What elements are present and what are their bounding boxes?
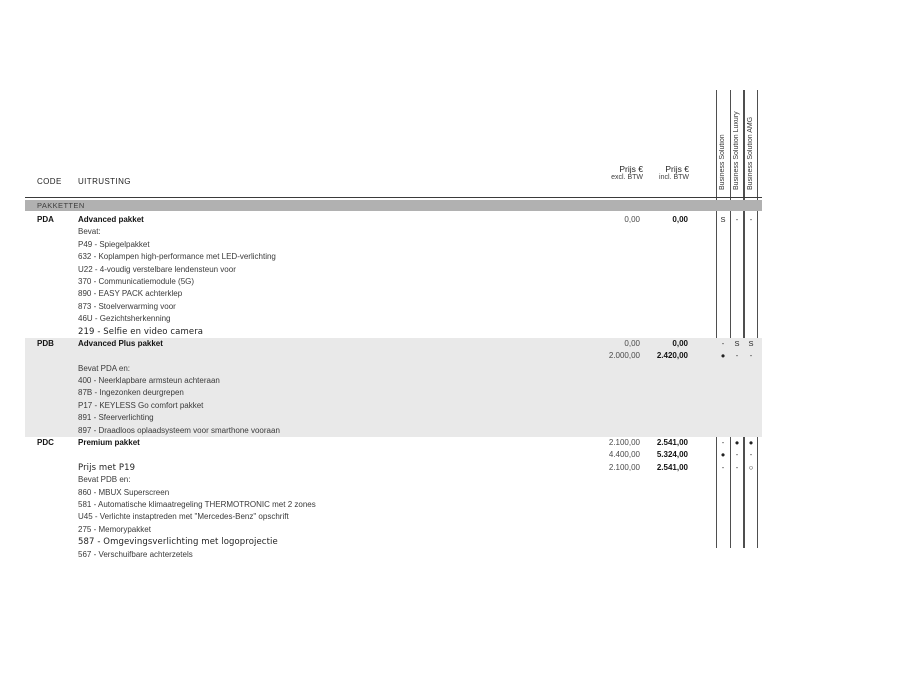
equipment-label: 860 - MBUX Superscreen — [78, 487, 170, 497]
package-row — [25, 499, 762, 511]
price-incl-value: 5.324,00 — [656, 450, 688, 460]
availability-cell: - — [721, 438, 725, 448]
price-incl-column-header — [569, 164, 689, 182]
package-name: Advanced Plus pakket — [78, 338, 163, 348]
package-name: Advanced pakket — [78, 215, 144, 224]
price-excl-value: 2.000,00 — [608, 351, 640, 361]
package-row — [25, 387, 762, 399]
package-row — [25, 214, 762, 226]
package-row — [25, 449, 762, 461]
equipment-label: P49 - Spiegelpakket — [78, 239, 150, 249]
package-row — [25, 301, 762, 313]
equipment-label: 581 - Automatische klimaatregeling THERMOTRONIC met 2 zones — [78, 499, 316, 509]
header-rule — [25, 197, 762, 198]
package-row — [25, 487, 762, 499]
package-row — [25, 462, 762, 474]
price-excl-value: 2.100,00 — [608, 438, 640, 448]
equipment-label: 46U - Gezichtsherkenning — [78, 314, 171, 324]
package-row — [25, 437, 762, 449]
package-row — [25, 412, 762, 424]
price-incl-value: 2.541,00 — [656, 438, 688, 448]
package-row — [25, 288, 762, 300]
package-block-pdc — [25, 437, 762, 561]
availability-cell: S — [748, 338, 754, 348]
price-incl-header-line2: incl. BTW — [659, 174, 689, 181]
availability-cell: ○ — [748, 462, 754, 472]
price-excl-header-line2: excl. BTW — [611, 174, 643, 181]
availability-cell: ● — [720, 450, 726, 460]
package-block-pdb — [25, 338, 762, 437]
equipment-label: P17 - KEYLESS Go comfort pakket — [78, 400, 204, 410]
package-row — [25, 264, 762, 276]
equipment-label: 632 - Koplampen high-performance met LED-verlichting — [78, 252, 276, 262]
availability-cell: ● — [720, 351, 726, 361]
package-row — [25, 375, 762, 387]
equipment-label: 275 - Memorypakket — [78, 524, 151, 534]
package-row — [25, 400, 762, 412]
package-row — [25, 313, 762, 325]
equipment-label: 567 - Verschuifbare achterzetels — [78, 549, 193, 559]
equipment-label: Bevat PDA en: — [78, 363, 131, 373]
price-incl-header-line1: Prijs € — [665, 164, 689, 174]
equipment-label: U22 - 4-voudig verstelbare lendensteun voor — [78, 264, 236, 274]
package-name: Premium pakket — [78, 438, 140, 448]
equipment-label: 891 - Sfeerverlichting — [78, 413, 154, 423]
availability-cell: S — [734, 338, 740, 348]
business-solution-amg-column-header: Business Solution AMG — [747, 116, 754, 190]
price-incl-value: 2.541,00 — [656, 462, 688, 472]
package-block-pda — [25, 214, 762, 338]
uitrusting-column-header: UITRUSTING — [78, 177, 131, 186]
availability-cell: - — [749, 215, 753, 224]
availability-cell: - — [749, 351, 753, 361]
package-row — [25, 326, 762, 338]
availability-cell: - — [735, 351, 739, 361]
price-excl-value: 0,00 — [624, 215, 640, 224]
equipment-label: 587 - Omgevingsverlichting met logoprojectie — [78, 537, 278, 548]
package-row — [25, 425, 762, 437]
price-incl-value: 0,00 — [672, 338, 688, 348]
package-code: PDC — [37, 438, 54, 448]
availability-cell: - — [749, 450, 753, 460]
package-row — [25, 350, 762, 362]
price-incl-value: 0,00 — [672, 215, 688, 224]
price-incl-value: 2.420,00 — [656, 351, 688, 361]
package-code: PDA — [37, 215, 54, 224]
availability-cell: ● — [734, 438, 740, 448]
price-excl-value: 4.400,00 — [608, 450, 640, 460]
package-row — [25, 276, 762, 288]
package-row — [25, 474, 762, 486]
availability-cell: - — [735, 462, 739, 472]
package-row — [25, 524, 762, 536]
equipment-label: 400 - Neerklapbare armsteun achteraan — [78, 376, 220, 386]
package-row — [25, 239, 762, 251]
equipment-label: 219 - Selfie en video camera — [78, 326, 204, 337]
equipment-label: 370 - Communicatiemodule (5G) — [78, 276, 195, 286]
package-row — [25, 363, 762, 375]
availability-cell: S — [720, 215, 726, 224]
equipment-label: Bevat: — [78, 227, 101, 237]
package-row — [25, 251, 762, 263]
availability-cell: - — [721, 462, 725, 472]
code-column-header: CODE — [37, 177, 62, 186]
package-row — [25, 536, 762, 548]
equipment-label: 873 - Stoelverwarming voor — [78, 301, 176, 311]
business-solution-luxury-column-header: Business Solution Luxury — [733, 111, 740, 190]
availability-cell: - — [735, 450, 739, 460]
availability-cell: - — [735, 215, 739, 224]
equipment-label: U45 - Verlichte instaptreden met "Mercedes-Benz" opschrift — [78, 512, 289, 522]
package-row — [25, 338, 762, 350]
equipment-label: 890 - EASY PACK achterklep — [78, 289, 183, 299]
packages-table — [25, 214, 762, 561]
price-excl-value: 2.100,00 — [608, 462, 640, 472]
package-code: PDB — [37, 338, 54, 348]
package-row — [25, 226, 762, 238]
equipment-label: 87B - Ingezonken deurgrepen — [78, 388, 184, 398]
equipment-label: 897 - Draadloos oplaadsysteem voor smarthone vooraan — [78, 425, 280, 435]
availability-cell: - — [721, 338, 725, 348]
business-solution-column-header: Business Solution — [719, 134, 726, 190]
package-row — [25, 549, 762, 561]
price-excl-header-line1: Prijs € — [619, 164, 643, 174]
availability-cell: ● — [748, 438, 754, 448]
price-excl-value: 0,00 — [624, 338, 640, 348]
package-row — [25, 511, 762, 523]
equipment-label: Bevat PDB en: — [78, 475, 131, 485]
equipment-label: Prijs met P19 — [78, 462, 136, 473]
section-header-pakketten: PAKKETTEN — [25, 200, 762, 211]
